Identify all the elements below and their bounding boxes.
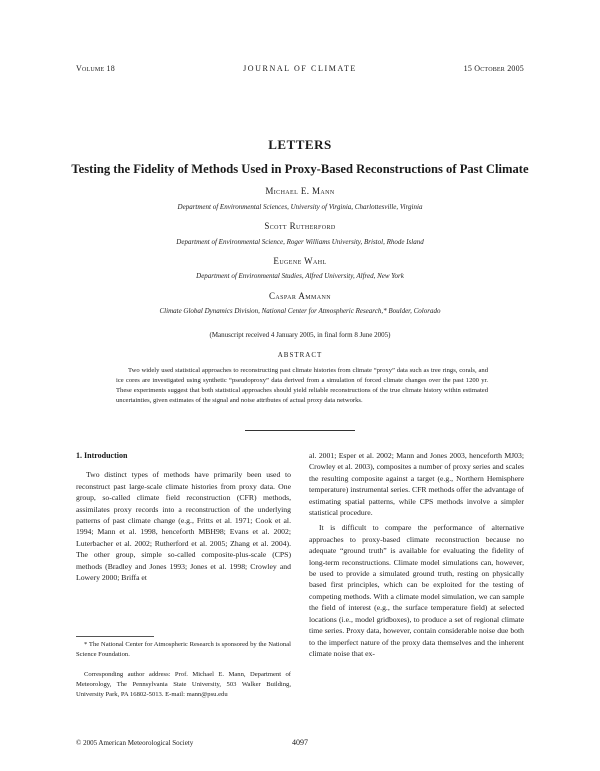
issue-date: 15 October 2005 xyxy=(463,64,524,73)
author-affiliation: Department of Environmental Science, Roger Williams University, Bristol, Rhode Island xyxy=(176,238,424,246)
section-divider xyxy=(245,430,355,431)
author-name: Scott Rutherford xyxy=(264,221,336,231)
copyright-notice: © 2005 American Meteorological Society xyxy=(76,739,194,747)
volume-label: Volume 18 xyxy=(76,64,115,73)
section-label: LETTERS xyxy=(268,137,332,152)
abstract-heading: ABSTRACT xyxy=(277,351,323,359)
author-name: Eugene Wahl xyxy=(273,256,327,266)
footnote-ncar: * The National Center for Atmospheric Research is sponsored by the National Science Foundation. xyxy=(76,641,291,658)
author-affiliation: Department of Environmental Studies, Alfred University, Alfred, New York xyxy=(196,272,404,280)
body-paragraph: Two distinct types of methods have primarily been used to reconstruct past large-scale climate histories from proxy data. One group, so-called climate field reconstruction (CFR) methods, assimilates proxy records into a reconstruction of the underlying patterns of past climate change (e.g., Fritts et al. 1971; Cook et al. 1994; Mann et al. 1998, henceforth MBH98; Evans et al. 2002; Luterbacher et al. 2002; Rutherford et al. 2005; Zhang et al. 2004). The other group, simple so-called composite-plus-scale (CPS) methods (Bradley and Jones 1993; Jones et al. 1998; Crowley and Lowery 2000; Briffa et xyxy=(76,470,291,583)
body-paragraph: al. 2001; Esper et al. 2002; Mann and Jones 2003, henceforth MJ03; Crowley et al. 2003), composites a number of proxy series and scales the resulting composite against a target (e.g., Northern Hemisphere temperature) instrumental series. CFR methods offer the advantage of estimating spatial patterns, while CPS methods involve a simpler statistical procedure. xyxy=(309,451,524,518)
right-column xyxy=(309,450,524,659)
manuscript-dates: (Manuscript received 4 January 2005, in final form 8 June 2005) xyxy=(209,331,391,339)
author-name: Caspar Ammann xyxy=(269,291,331,301)
page-number: 4097 xyxy=(292,738,308,747)
author-affiliation: Department of Environmental Sciences, University of Virginia, Charlottesville, Virginia xyxy=(177,203,423,211)
article-title: Testing the Fidelity of Methods Used in Proxy-Based Reconstructions of Past Climate xyxy=(71,162,529,176)
journal-name: JOURNAL OF CLIMATE xyxy=(243,64,357,73)
footnote-correspondence: Corresponding author address: Prof. Michael E. Mann, Department of Meteorology, The Pennsylvania State University, 503 Walker Building, University Park, PA 16802-5013. E-mail: mann@psu.edu xyxy=(76,671,291,698)
left-column xyxy=(76,450,291,583)
abstract-text: Two widely used statistical approaches to reconstructing past climate histories from climate “proxy” data such as tree rings, corals, and ice cores are investigated using synthetic “pseudoproxy” data derived from a simulation of forced climate changes over the past 1200 yr. These experiments suggest that both statistical approaches should yield reliable reconstructions of the true climate history within estimated uncertainties, given estimates of the signal and noise attributes of actual proxy data networks. xyxy=(116,367,488,404)
body-paragraph: It is difficult to compare the performance of alternative approaches to proxy-based climate reconstruction because no adequate “ground truth” is available for evaluating the fidelity of long-term reconstructions. Climate model simulations can, however, be used to provide a simulated ground truth, resting on physically based first principles, which can be exploited for the testing of competing methods. With a climate model simulation, we can sample the field of interest (e.g., the surface temperature field) at selected locations (i.e., model gridboxes), to produce a set of regional climate time series. Proxy data, however, contain considerable noise due both to the imperfect nature of the proxy data themselves and the inherent climate noise that ex- xyxy=(309,523,524,658)
section-heading: 1. Introduction xyxy=(76,451,128,460)
footnote-rule xyxy=(76,636,154,637)
running-head xyxy=(76,64,524,76)
author-affiliation: Climate Global Dynamics Division, National Center for Atmospheric Research,* Boulder, Colorado xyxy=(159,307,441,315)
author-name: Michael E. Mann xyxy=(265,186,335,196)
